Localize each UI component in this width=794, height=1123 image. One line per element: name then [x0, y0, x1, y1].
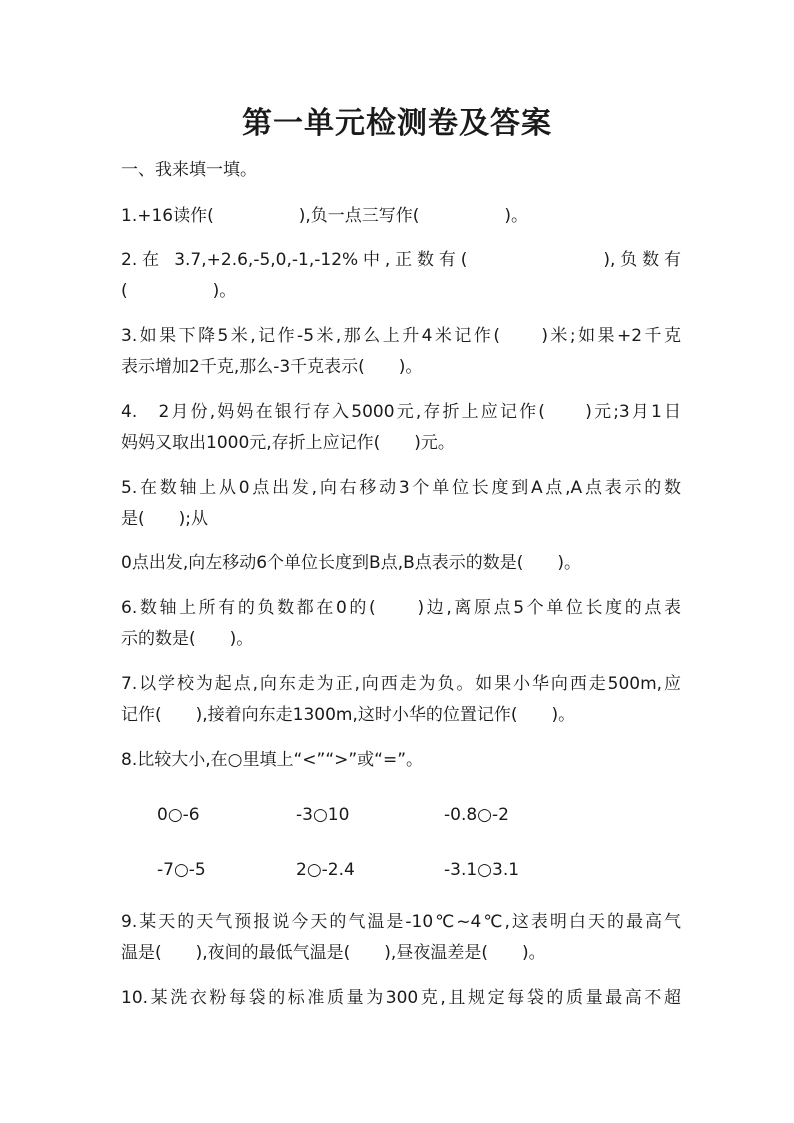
compare-item: -0.8○-2: [444, 805, 509, 825]
compare-item: -3.1○3.1: [444, 860, 520, 880]
question-3-line-1: 3.如果下降5米,记作-5米,那么上升4米记作( )米;如果+2千克: [121, 326, 681, 346]
question-7-line-1: 7.以学校为起点,向东走为正,向西走为负。如果小华向西走500m,应: [121, 674, 681, 694]
question-5-line-1: 5.在数轴上从0点出发,向右移动3个单位长度到A点,A点表示的数: [121, 478, 681, 498]
question-1: 1.+16读作( ),负一点三写作( )。: [121, 206, 529, 226]
compare-item: -3○10: [296, 805, 350, 825]
question-7-line-2: 记作( ),接着向东走1300m,这时小华的位置记作( )。: [121, 705, 576, 725]
compare-item: -7○-5: [157, 860, 206, 880]
question-5-line-3: 0点出发,向左移动6个单位长度到B点,B点表示的数是( )。: [121, 553, 582, 573]
question-2-line-1: 2.在 3.7,+2.6,-5,0,-1,-12%中,正数有( ),负数有: [121, 250, 681, 270]
question-5-line-2: 是( );从: [121, 509, 208, 529]
question-10-line-1: 10.某洗衣粉每袋的标准质量为300克,且规定每袋的质量最高不超: [121, 988, 681, 1008]
question-2-line-2: ( )。: [121, 281, 237, 301]
question-3-line-2: 表示增加2千克,那么-3千克表示( )。: [121, 357, 423, 377]
page-title: 第一单元检测卷及答案: [242, 106, 552, 141]
question-9-line-2: 温是( ),夜间的最低气温是( ),昼夜温差是( )。: [121, 943, 546, 963]
section-heading: 一、我来填一填。: [121, 160, 257, 180]
question-4-line-1: 4. 2月份,妈妈在银行存入5000元,存折上应记作( )元;3月1日: [121, 402, 681, 422]
question-9-line-1: 9.某天的天气预报说今天的气温是-10℃~4℃,这表明白天的最高气: [121, 912, 681, 932]
compare-item: 2○-2.4: [296, 860, 355, 880]
question-8: 8.比较大小,在○里填上“<”“>”或“=”。: [121, 750, 424, 770]
compare-item: 0○-6: [157, 805, 200, 825]
question-4-line-2: 妈妈又取出1000元,存折上应记作( )元。: [121, 433, 455, 453]
question-6-line-1: 6.数轴上所有的负数都在0的( )边,离原点5个单位长度的点表: [121, 598, 681, 618]
question-6-line-2: 示的数是( )。: [121, 629, 254, 649]
